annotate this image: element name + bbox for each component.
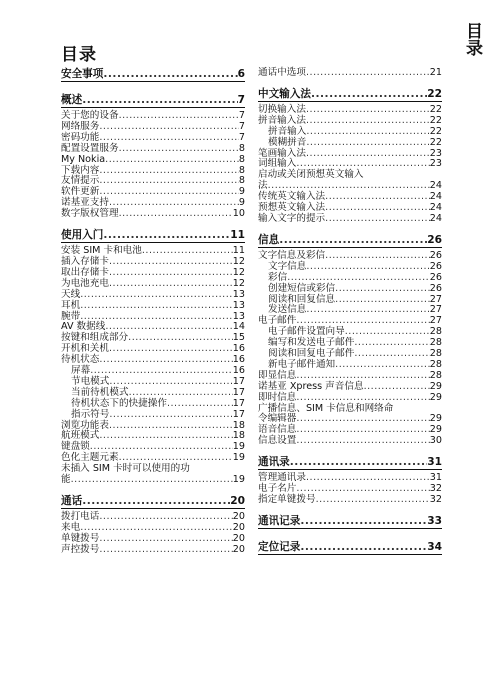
toc-page-number: 16 (232, 354, 245, 366)
toc-entry-title: 语音信息 (258, 424, 297, 436)
toc-entry[interactable] (61, 279, 245, 290)
toc-entry[interactable] (61, 475, 245, 486)
toc-page-number: 17 (232, 397, 245, 409)
toc-entry-title: 文字信息 (268, 260, 307, 272)
toc-entry[interactable] (258, 284, 442, 295)
toc-entry-title: 航班模式 (61, 430, 100, 442)
toc-entry-title: 信息设置 (258, 435, 297, 447)
section-gap (61, 220, 245, 229)
toc-entry-title: 通讯录 (258, 456, 290, 469)
toc-dot-leader (109, 344, 233, 355)
toc-page-number: 33 (427, 514, 442, 527)
toc-entry-title: 文字信息及彩信 (258, 249, 326, 261)
toc-page-number: 9 (238, 197, 245, 209)
toc-dot-leader (128, 333, 233, 344)
toc-dot-leader (99, 133, 239, 144)
toc-page-number: 28 (429, 358, 442, 370)
toc-entry-title: 即时信息 (258, 391, 297, 403)
toc-entry-title: 指示符号 (71, 408, 110, 420)
toc-entry-line[interactable]: 未插入 SIM 卡时可以使用的功 (61, 463, 190, 475)
toc-page-number: 9 (238, 186, 245, 198)
toc-page-number: 23 (429, 147, 442, 159)
toc-dot-leader (354, 349, 429, 360)
toc-dot-leader (296, 393, 429, 404)
toc-column-left (61, 68, 245, 556)
page-title: 目录 (61, 45, 97, 65)
toc-dot-leader (99, 355, 232, 366)
toc-entry-title: 腕带 (61, 310, 81, 322)
toc-entry-title: 安装 SIM 卡和电池 (61, 245, 142, 257)
toc-section-heading[interactable] (61, 495, 245, 509)
toc-page-number: 22 (429, 125, 442, 137)
toc-entry-title: 发送信息 (268, 304, 307, 316)
toc-dot-leader (306, 105, 430, 116)
toc-dot-leader (119, 111, 239, 122)
toc-page-number: 16 (232, 365, 245, 377)
toc-entry[interactable] (258, 393, 442, 404)
toc-page-number: 17 (232, 408, 245, 420)
toc-dot-leader (335, 360, 430, 371)
toc-dot-leader (80, 290, 233, 301)
toc-dot-leader (109, 421, 233, 432)
toc-page-number: 27 (429, 293, 442, 305)
toc-page-number: 28 (429, 337, 442, 349)
toc-dot-leader (335, 284, 430, 295)
toc-entry[interactable] (61, 545, 245, 556)
toc-dot-leader (296, 425, 429, 436)
toc-entry-title: 拼音输入 (268, 125, 307, 137)
toc-dot-leader (300, 515, 427, 528)
toc-dot-leader (325, 192, 430, 203)
toc-entry-line[interactable]: 广播信息、SIM 卡信息和网络命 (258, 402, 394, 414)
toc-dot-leader (354, 338, 429, 349)
toc-entry[interactable] (258, 273, 442, 284)
toc-dot-leader (325, 214, 430, 225)
toc-page-number: 22 (427, 87, 442, 100)
toc-page-number: 19 (232, 474, 245, 486)
toc-entry-title: 色化主题元素 (61, 452, 119, 464)
toc-page-number: 32 (429, 483, 442, 495)
toc-dot-leader (71, 475, 233, 486)
toc-dot-leader (306, 116, 430, 127)
toc-entry-title: 使用入门 (61, 229, 104, 242)
toc-page-number: 8 (238, 153, 245, 165)
toc-dot-leader (325, 251, 430, 262)
side-tab-text: 目录 (462, 22, 482, 56)
toc-page-number: 12 (232, 266, 245, 278)
toc-dot-leader (109, 268, 233, 279)
toc-page-number: 24 (429, 180, 442, 192)
toc-page-number: 29 (429, 424, 442, 436)
toc-entry[interactable] (258, 436, 442, 447)
toc-entry-title: 中文输入法 (258, 87, 311, 100)
toc-entry-title: My Nokia (61, 153, 106, 165)
toc-dot-leader (103, 229, 230, 242)
section-gap (258, 225, 442, 234)
toc-dot-leader (335, 295, 430, 306)
toc-dot-leader (109, 198, 239, 209)
toc-entry-title: 法 (258, 180, 268, 192)
toc-entry[interactable] (61, 144, 245, 155)
toc-entry-title: 单键拨号 (61, 532, 100, 544)
toc-entry-title: 拼音输入法 (258, 114, 306, 126)
toc-page-number: 11 (230, 229, 245, 242)
toc-section-heading[interactable] (258, 456, 442, 470)
toc-entry-title: 能 (61, 474, 71, 486)
toc-entry-title: 定位记录 (258, 540, 301, 553)
toc-entry[interactable] (258, 214, 442, 225)
toc-dot-leader (109, 410, 232, 421)
toc-dot-leader (99, 122, 239, 133)
toc-page-number: 22 (429, 103, 442, 115)
toc-page-number: 12 (232, 277, 245, 289)
toc-page-number: 29 (429, 413, 442, 425)
toc-entry-title: 创建短信或彩信 (268, 282, 336, 294)
toc-dot-leader (119, 209, 233, 220)
toc-entry-title: 取出存储卡 (61, 266, 109, 278)
toc-page-number: 26 (429, 249, 442, 261)
toc-entry-title: 按键和组成部分 (61, 332, 129, 344)
toc-dot-leader (90, 366, 233, 377)
toc-dot-leader (296, 414, 429, 425)
toc-section-heading[interactable] (61, 229, 245, 243)
toc-dot-leader (105, 155, 239, 166)
toc-entry-title: AV 数据线 (61, 321, 106, 333)
toc-entry-title: 当前待机模式 (71, 386, 129, 398)
toc-page-number: 19 (232, 452, 245, 464)
toc-entry-title: 来电 (61, 521, 81, 533)
toc-page-number: 13 (232, 288, 245, 300)
toc-page-number: 16 (232, 343, 245, 355)
toc-dot-leader (82, 495, 230, 508)
toc-page-number: 13 (232, 299, 245, 311)
toc-page-number: 13 (232, 310, 245, 322)
toc-page-number: 8 (238, 164, 245, 176)
toc-page-number: 7 (238, 120, 245, 132)
toc-entry-title: 键盘锁 (61, 441, 90, 453)
toc-page-number: 31 (429, 472, 442, 484)
toc-page-number: 10 (232, 208, 245, 220)
toc-page-number: 17 (232, 386, 245, 398)
toc-dot-leader (279, 234, 427, 247)
toc-dot-leader (296, 484, 429, 495)
section-gap (258, 447, 442, 456)
toc-entry-title: 待机状态 (61, 354, 100, 366)
toc-entry-line[interactable]: 启动或关闭预想英文输入 (258, 169, 364, 181)
toc-page-number: 27 (429, 315, 442, 327)
toc-section-heading[interactable] (258, 515, 442, 529)
toc-entry-title: 天线 (61, 288, 81, 300)
toc-entry[interactable] (258, 127, 442, 138)
toc-entry[interactable] (61, 512, 245, 523)
toc-dot-leader (306, 149, 430, 160)
toc-section-heading[interactable] (61, 68, 245, 82)
toc-page-number: 26 (429, 282, 442, 294)
toc-entry-title: 密码功能 (61, 131, 100, 143)
toc-entry-title: 浏览功能表 (61, 419, 109, 431)
toc-dot-leader (99, 176, 239, 187)
toc-page-number: 26 (429, 271, 442, 283)
toc-dot-leader (306, 127, 429, 138)
toc-entry-title: 电子名片 (258, 483, 297, 495)
toc-dot-leader (109, 279, 233, 290)
toc-page-number: 22 (429, 114, 442, 126)
toc-page-number: 15 (232, 332, 245, 344)
toc-dot-leader (306, 138, 429, 149)
section-gap (61, 486, 245, 495)
toc-dot-leader (296, 436, 429, 447)
toc-page-number: 22 (429, 136, 442, 148)
toc-entry-title: 拨打电话 (61, 511, 100, 522)
toc-section-heading[interactable] (258, 541, 442, 555)
toc-entry-title: 通讯记录 (258, 514, 301, 527)
toc-dot-leader (99, 187, 239, 198)
toc-page-number: 24 (429, 212, 442, 224)
toc-entry[interactable] (61, 410, 245, 421)
toc-entry[interactable] (61, 290, 245, 301)
toc-entry-title: 电子邮件设置向导 (268, 326, 345, 338)
toc-dot-leader (99, 534, 232, 545)
toc-dot-leader (290, 456, 427, 469)
toc-page-number: 17 (232, 375, 245, 387)
toc-entry-title: 配置设置服务 (61, 142, 119, 154)
toc-entry-title: 插入存储卡 (61, 255, 109, 267)
toc-entry-title: 下载内容 (61, 164, 100, 176)
section-gap (258, 506, 442, 515)
toc-entry-title: 彩信 (268, 271, 288, 283)
toc-page-number: 28 (429, 348, 442, 360)
toc-entry-title: 传统英文输入法 (258, 191, 326, 203)
toc-page-number: 34 (427, 540, 442, 553)
toc-entry-title: 诺基亚 Xpress 声音信息 (258, 380, 364, 392)
toc-entry-title: 诺基亚支持 (61, 197, 109, 209)
toc-dot-leader (306, 68, 430, 79)
toc-entry-title: 开机和关机 (61, 343, 109, 355)
toc-dot-leader (287, 273, 430, 284)
toc-entry-title: 概述 (61, 94, 83, 106)
toc-entry-title: 笔画输入法 (258, 147, 306, 159)
toc-page-number: 26 (427, 233, 442, 246)
toc-dot-leader (306, 305, 429, 316)
toc-entry[interactable] (61, 155, 245, 166)
toc-dot-leader (316, 495, 430, 506)
toc-entry-title: 网络服务 (61, 120, 100, 132)
toc-dot-leader (109, 257, 233, 268)
toc-entry[interactable] (258, 138, 442, 149)
toc-page-number: 18 (232, 430, 245, 442)
toc-column-right (258, 68, 442, 558)
toc-entry-title: 词组输入 (258, 158, 297, 170)
section-gap (258, 79, 442, 88)
toc-entry-title: 切换输入法 (258, 103, 306, 115)
toc-entry-title: 耳机 (61, 299, 81, 311)
toc-entry-title: 待机状态下的快捷操作 (71, 397, 167, 409)
toc-entry[interactable] (258, 68, 442, 79)
toc-page-number: 20 (232, 532, 245, 544)
toc-page-number: 19 (232, 441, 245, 453)
toc-entry-title: 屏幕 (71, 365, 91, 377)
toc-page-number: 28 (429, 326, 442, 338)
toc-page-number: 7 (237, 94, 245, 106)
toc-dot-leader (80, 301, 233, 312)
toc-page-number: 7 (238, 110, 245, 121)
toc-dot-leader (142, 246, 233, 257)
toc-entry-title: 编写和发送电子邮件 (268, 337, 355, 349)
toc-dot-leader (300, 541, 427, 554)
toc-dot-leader (345, 327, 430, 338)
toc-page-number: 8 (238, 142, 245, 154)
toc-entry[interactable] (61, 209, 245, 220)
toc-entry-title: 输入文字的提示 (258, 212, 326, 224)
toc-dot-leader (99, 166, 239, 177)
toc-dot-leader (82, 94, 237, 107)
toc-dot-leader (167, 399, 233, 410)
toc-dot-leader (103, 68, 237, 81)
toc-page-number: 21 (429, 67, 442, 78)
toc-entry-title: 通话中选项 (258, 67, 306, 78)
toc-entry-title: 为电池充电 (61, 277, 109, 289)
toc-entry-title: 令编辑器 (258, 413, 297, 425)
toc-page-number: 14 (232, 321, 245, 333)
toc-entry-title: 阅读和回复信息 (268, 293, 336, 305)
toc-entry[interactable] (61, 301, 245, 312)
toc-section-heading[interactable] (258, 88, 442, 102)
toc-page-number: 26 (429, 260, 442, 272)
toc-entry-title: 节电模式 (71, 375, 110, 387)
toc-entry-title: 模糊拼音 (268, 136, 307, 148)
toc-page-number: 20 (232, 511, 245, 522)
toc-page-number: 18 (232, 419, 245, 431)
toc-section-heading[interactable] (258, 234, 442, 248)
toc-page-number: 23 (429, 158, 442, 170)
toc-entry-title: 数字版权管理 (61, 208, 119, 220)
toc-entry-title: 安全事项 (61, 68, 104, 80)
toc-entry-title: 软件更新 (61, 186, 100, 198)
toc-dot-leader (119, 144, 239, 155)
toc-page-number: 31 (427, 456, 442, 469)
toc-page-number: 24 (429, 191, 442, 203)
toc-page-number: 32 (429, 494, 442, 505)
side-tab-label (462, 22, 482, 61)
toc-page-number: 11 (232, 245, 245, 257)
toc-page-number: 27 (429, 304, 442, 316)
toc-entry-title: 新电子邮件通知 (268, 358, 336, 370)
toc-entry-title: 指定单键拨号 (258, 494, 316, 505)
toc-entry-title: 友情提示 (61, 175, 100, 187)
toc-entry-title: 管理通讯录 (258, 472, 306, 484)
toc-page-number: 29 (429, 391, 442, 403)
toc-page-number: 28 (429, 369, 442, 381)
toc-dot-leader (325, 203, 430, 214)
section-gap (61, 85, 245, 94)
toc-entry-title: 电子邮件 (258, 315, 297, 327)
toc-page-number: 20 (232, 521, 245, 533)
toc-entry-title: 预想英文输入法 (258, 202, 326, 214)
toc-page-number: 12 (232, 255, 245, 267)
toc-dot-leader (99, 431, 232, 442)
toc-page-number: 24 (429, 202, 442, 214)
toc-entry[interactable] (258, 495, 442, 506)
toc-dot-leader (364, 382, 430, 393)
toc-page-number: 7 (238, 131, 245, 143)
toc-section-heading[interactable] (61, 94, 245, 108)
toc-dot-leader (80, 523, 233, 534)
toc-dot-leader (311, 88, 427, 101)
toc-dot-leader (306, 262, 429, 273)
toc-dot-leader (306, 473, 430, 484)
toc-entry-title: 关于您的设备 (61, 110, 119, 121)
toc-page-number: 8 (238, 175, 245, 187)
section-gap (258, 532, 442, 541)
toc-page-number: 6 (237, 68, 245, 80)
toc-entry-title: 信息 (258, 233, 280, 246)
toc-entry-title: 阅读和回复电子邮件 (268, 348, 355, 360)
toc-entry-title: 通话 (61, 495, 83, 507)
toc-page-number: 20 (230, 495, 245, 507)
toc-dot-leader (99, 512, 232, 523)
toc-page-number: 29 (429, 380, 442, 392)
toc-page-number: 20 (232, 543, 245, 555)
toc-page-number: 30 (429, 435, 442, 447)
toc-entry-title: 声控拨号 (61, 543, 100, 555)
toc-entry-title: 即显信息 (258, 369, 297, 381)
toc-dot-leader (99, 545, 232, 556)
